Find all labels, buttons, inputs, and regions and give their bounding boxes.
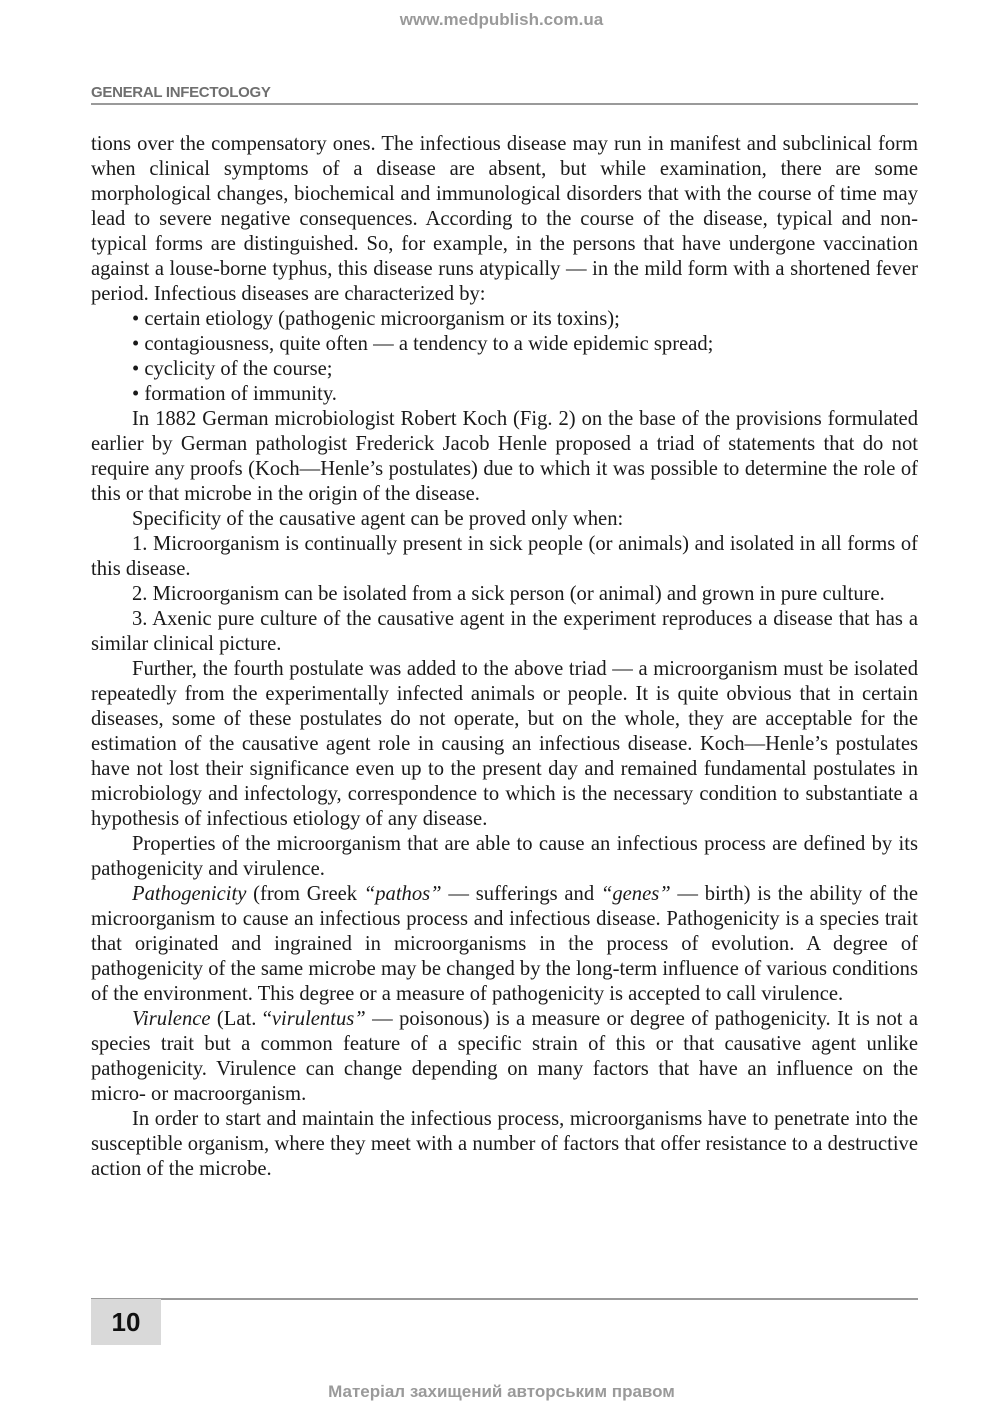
term-pathogenicity: Pathogenicity <box>132 883 247 905</box>
text-run: — birth) is the ability of the microorganism to cause an infectious process and infectious disease. Pathogenicity is a species trait that originated and ingrained in microorganisms in the process of evolution. A degree of pathogenicity of the same microbe may be changed by the long-term influence of various conditions of the environment. This degree or a measure of pathogenicity is accepted to call virulence. <box>91 883 918 1005</box>
page-number: 10 <box>91 1299 161 1345</box>
bullet-item: • formation of immunity. <box>132 383 337 405</box>
running-header: GENERAL INFECTOLOGY <box>91 84 918 105</box>
greek-term: “pathos” <box>363 883 442 905</box>
virulence-paragraph <box>91 1007 918 1107</box>
site-url: www.medpublish.com.ua <box>399 10 604 29</box>
bullet-item: • certain etiology (pathogenic microorganism or its toxins); <box>132 308 620 330</box>
text-run: (from Greek <box>246 883 364 905</box>
paragraph: Properties of the microorganism that are able to cause an infectious process are defined by its pathogenicity and virulence. <box>91 833 918 880</box>
text-run: — poisonous) is a measure or degree of pathogenicity. It is not a species trait but a common feature of a specific strain of this or that causative agent unlike pathogenicity. Virulence can change depending on many factors that have an influence on the micro- or macroorganism. <box>91 1008 918 1105</box>
text-run: — sufferings and <box>441 883 601 905</box>
text-run: (Lat. “ <box>210 1008 272 1030</box>
paragraph: tions over the compensatory ones. The infectious disease may run in manifest and subclinical form when clinical symptoms of a disease are absent, but while examination, there are some morphological changes, biochemical and immunological disorders that with the course of time may lead to severe negative consequences. According to the course of the disease, typical and non-typical forms are distinguished. So, for example, in the persons that have undergone vaccination against a louse-borne typhus, this disease runs atypically — in the mild form with a shortened fever period. Infectious diseases are characterized by: <box>91 133 918 305</box>
bullet-item: • cyclicity of the course; <box>132 358 333 380</box>
pathogenicity-paragraph <box>91 882 918 1007</box>
paragraph: Specificity of the causative agent can be proved only when: <box>132 508 624 530</box>
paragraph: In 1882 German microbiologist Robert Koch (Fig. 2) on the base of the provisions formulated earlier by German pathologist Frederick Jacob Henle proposed a triad of statements that do not require any proofs (Koch—Henle’s postulates) due to which it was possible to determine the role of this or that microbe in the origin of the disease. <box>91 408 918 505</box>
bullet-item: • contagiousness, quite often — a tendency to a wide epidemic spread; <box>132 333 714 355</box>
copyright-notice: Матеріал захищений авторським правом <box>328 1382 675 1401</box>
postulate-item: 2. Microorganism can be isolated from a sick person (or animal) and grown in pure culture. <box>132 583 885 605</box>
page-body <box>91 132 918 1182</box>
paragraph: Further, the fourth postulate was added to the above triad — a microorganism must be isolated repeatedly from the experimentally infected animals or people. It is quite obvious that in certain diseases, some of these postulates do not operate, but on the whole, they are acceptable for the estimation of the causative agent role in causing an infectious disease. Koch—Henle’s postulates have not lost their significance even up to the present day and remained fundamental postulates in microbiology and infectology, correspondence to which is the necessary condition to substantiate a hypothesis of infectious etiology of any disease. <box>91 658 918 830</box>
paragraph: In order to start and maintain the infectious process, microorganisms have to penetrate into the susceptible organism, where they meet with a number of factors that offer resistance to a destructive action of the microbe. <box>91 1108 918 1180</box>
latin-term: virulentus” <box>271 1008 366 1030</box>
term-virulence: Virulence <box>132 1008 211 1030</box>
postulate-item: 3. Axenic pure culture of the causative agent in the experiment reproduces a disease that has a similar clinical picture. <box>91 608 918 655</box>
postulate-item: 1. Microorganism is continually present in sick people (or animals) and isolated in all forms of this disease. <box>91 533 918 580</box>
greek-term: “genes” <box>600 883 671 905</box>
footer-divider <box>91 1298 918 1300</box>
